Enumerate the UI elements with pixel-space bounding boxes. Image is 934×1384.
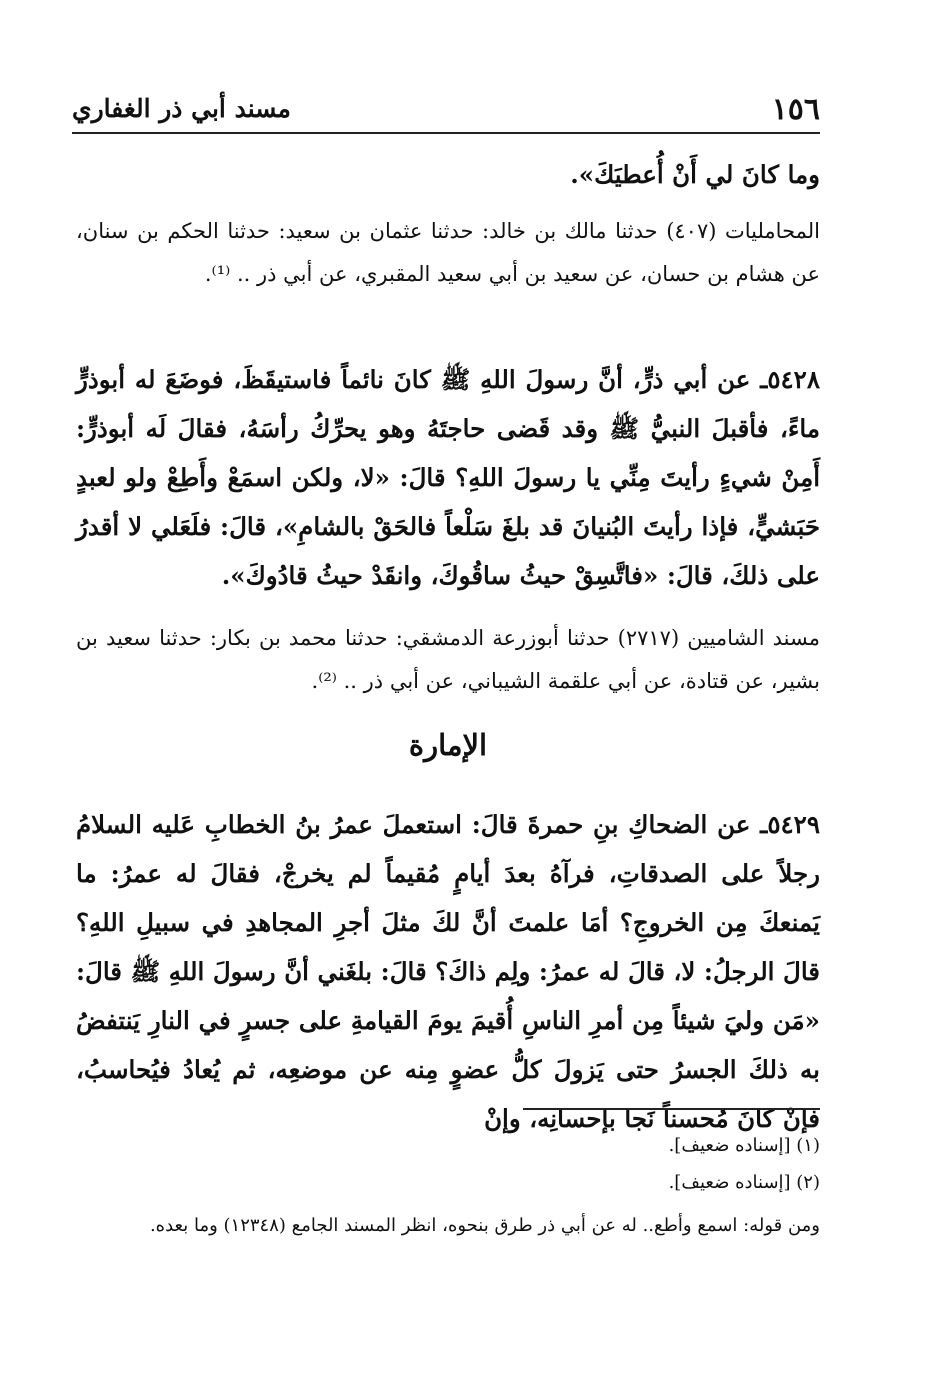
hadith-5428: ٥٤٢٨ـ عن أبي ذرٍّ، أنَّ رسولَ اللهِ ﷺ كانَ نائماً فاستيقَظَ، فوضَعَ له أبوذرٍّ ماءً، فأقبلَ النبيُّ ﷺ وقد قَضى حاجتَهُ وهو يحرِّكُ رأسَهُ، فقالَ لَه أبوذرٍّ: أَمِنْ شيءٍ رأيتَ مِنِّي يا رسولَ اللهِ؟ قالَ: «لا، ولكن اسمَعْ وأَطِعْ ولو لعبدٍ حَبَشيٍّ، فإذا رأيتَ البُنيانَ قد بلغَ سَلْعاً فالحَقْ بالشامِ»، قالَ: فلَعَلي لا أقدرُ على ذلكَ، قالَ: «فاتَّسِقْ حيثُ ساقُوكَ، وانقَدْ حيثُ قادُوكَ». <box>76 365 820 590</box>
page-number: ١٥٦ <box>771 92 820 127</box>
footnote-2: (٢) [إسناده ضعيف]. <box>668 1172 820 1193</box>
footnote-1: (١) [إسناده ضعيف]. <box>668 1135 820 1156</box>
hadith-ending-text: وما كانَ لي أَنْ أُعطيَكَ». <box>570 160 820 189</box>
running-title: مسند أبي ذر الغفاري <box>72 94 291 123</box>
footnote-divider <box>523 1108 820 1110</box>
source-citation-musnad-alshamiyin: مسند الشاميين (٢٧١٧) حدثنا أبوزرعة الدمشقي: حدثنا محمد بن بكار: حدثنا سعيد بن بشير، عن قتادة، عن أبي علقمة الشيباني، عن أبي ذر .. ⁽²⁾. <box>76 626 820 693</box>
page-header <box>72 90 820 134</box>
source-citation-almahamiliyat: المحامليات (٤٠٧) حدثنا مالك بن خالد: حدثنا عثمان بن سعيد: حدثنا الحكم بن سنان، عن هشام بن حسان، عن سعيد بن أبي سعيد المقبري، عن أبي ذر .. ⁽¹⁾. <box>76 219 820 286</box>
hadith-5429: ٥٤٢٩ـ عن الضحاكِ بنِ حمرةَ قالَ: استعملَ عمرُ بنُ الخطابِ عَليه السلامُ رجلاً على الصدقاتِ، فرآهُ بعدَ أيامٍ مُقيماً لم يخرجْ، فقالَ له عمرُ: ما يَمنعكَ مِن الخروجِ؟ أمَا علمتَ أنَّ لكَ مثلَ أجرِ المجاهدِ في سبيلِ اللهِ؟ قالَ الرجلُ: لا، قالَ له عمرُ: ولِم ذاكَ؟ قالَ: بلغَني أنَّ رسولَ اللهِ ﷺ قالَ: «مَن وليَ شيئاً مِن أمرِ الناسِ أُقيمَ يومَ القيامةِ على جسرٍ في النارِ يَنتفضُ به ذلكَ الجسرُ حتى يَزولَ كلُّ عضوٍ مِنه عن موضعِه، ثم يُعادُ فيُحاسبُ، فإنْ كانَ مُحسناً نَجا بإحسانِه، وإنْ <box>76 810 820 1133</box>
footnote-3: ومن قوله: اسمع وأطع.. له عن أبي ذر طرق بنحوه، انظر المسند الجامع (١٢٣٤٨) وما بعده. <box>149 1215 820 1236</box>
section-title: الإمارة <box>408 728 488 762</box>
